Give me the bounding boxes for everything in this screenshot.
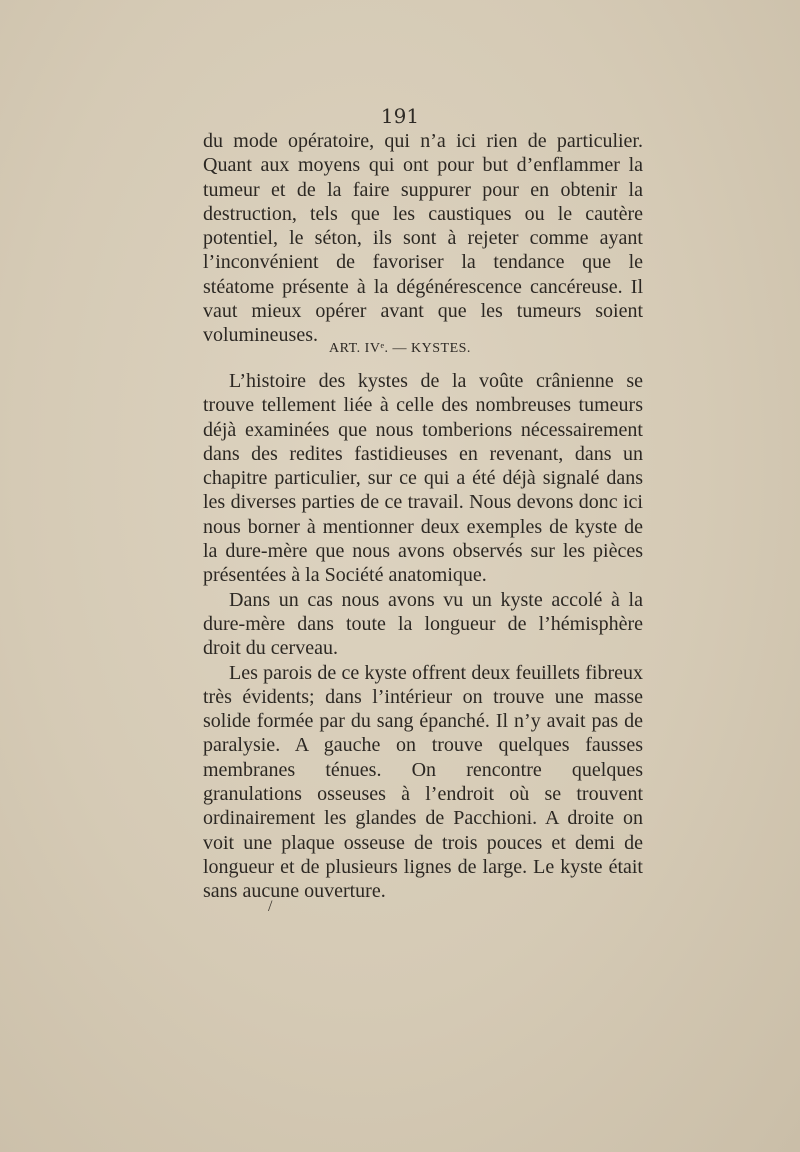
paragraph-walls: Les parois de ce kyste offrent deux feuillets fibreux très évidents; dans l’intérieur on trouve une masse solide formée par du sang épanché. Il n’y avait pas de paralysie. A gauche on trouve quelques fausses membranes ténues. On rencontre quelques granulations osseuses à l’endroit où se trouvent ordinairement les glandes de Pacchioni. A droite on voit une plaque osseuse de trois pouces et demi de longueur et de plusieurs lignes de large. Le kyste était sans aucune ouverture.: [203, 661, 643, 903]
paragraph-case: Dans un cas nous avons vu un kyste accolé à la dure-mère dans toute la longueur de l’hémisphère droit du cerveau.: [203, 588, 643, 660]
page-number: 191: [380, 104, 420, 128]
opening-paragraph: du mode opératoire, qui n’a ici rien de particulier. Quant aux moyens qui ont pour but d’enflammer la tumeur et de la faire suppurer pour en obtenir la destruction, tels que les caustiques ou le cautère potentiel, le séton, ils sont à rejeter comme ayant l’inconvénient de favoriser la tendance que le stéatome présente à la dégénérescence cancéreuse. Il vaut mieux opérer avant que les tumeurs soient volumineuses.: [203, 130, 643, 347]
section-body: [203, 369, 643, 904]
section-heading: ART. IVᵉ. — KYSTES.: [329, 341, 471, 356]
paragraph-history: L’histoire des kystes de la voûte crânienne se trouve tellement liée à celle des nombreuses tumeurs déjà examinées que nous tomberions nécessairement dans des redites fastidieuses en revenant, dans un chapitre particulier, sur ce qui a été déjà signalé dans les diverses parties de ce travail. Nous devons donc ici nous borner à mentionner deux exemples de kyste de la dure-mère que nous avons observés sur les pièces présentées à la Société anatomique.: [203, 370, 643, 587]
opening-text: [203, 129, 643, 348]
stray-mark: /: [268, 898, 273, 915]
